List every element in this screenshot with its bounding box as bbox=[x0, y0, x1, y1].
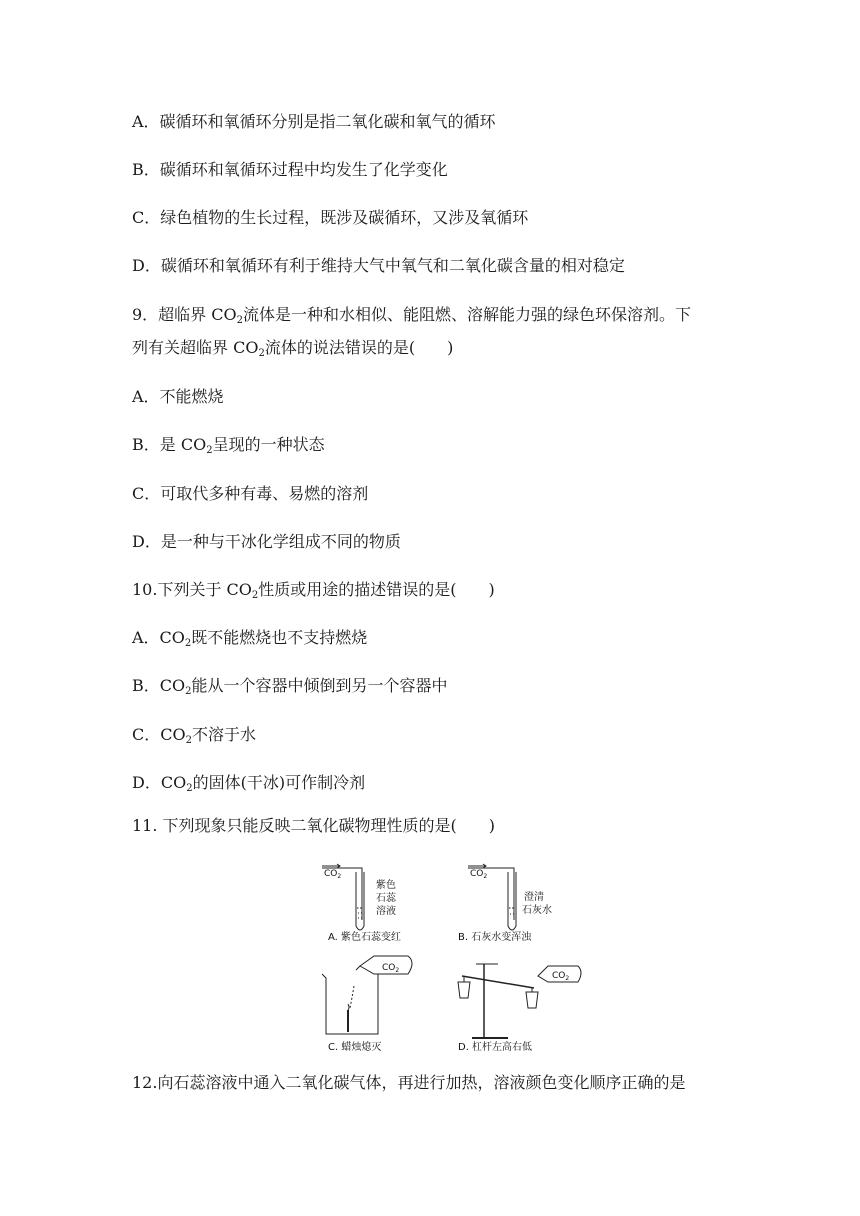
q10-stem bbox=[132, 580, 495, 600]
q9-stem-1b: 流体是一种和水相似、能阻燃、溶解能力强的绿色环保溶剂。下 bbox=[243, 305, 692, 324]
pour-stream-c bbox=[350, 986, 354, 1008]
subscript: 2 bbox=[185, 735, 192, 746]
litmus-label-2: 石蕊 bbox=[376, 893, 396, 904]
q9-stem-2b: 流体的说法错误的是( ) bbox=[264, 338, 454, 357]
subscript: 2 bbox=[206, 445, 213, 456]
test-tube-a bbox=[356, 872, 364, 930]
q8-option-c: C．绿色植物的生长过程，既涉及碳循环，又涉及氧循环 bbox=[132, 208, 529, 227]
caption-a: A. 紫色石蕊变红 bbox=[328, 932, 402, 943]
q10-option-a-b: 既不能燃烧也不支持燃烧 bbox=[191, 628, 368, 647]
litmus-label-1: 紫色 bbox=[376, 880, 396, 891]
test-tube-b bbox=[508, 872, 516, 930]
subscript: 2 bbox=[184, 638, 192, 649]
q9-option-a: A．不能燃烧 bbox=[132, 387, 224, 406]
q8-option-a: A．碳循环和氧循环分别是指二氧化碳和氧气的循环 bbox=[132, 112, 496, 131]
q10-option-a bbox=[132, 628, 367, 648]
q9-stem-2a: 列有关超临界 CO bbox=[132, 338, 259, 357]
left-cup-d bbox=[458, 982, 470, 998]
q10-stem-b: 性质或用途的描述错误的是( ) bbox=[258, 580, 495, 599]
q11-stem: 11. 下列现象只能反映二氧化碳物理性质的是( ) bbox=[132, 816, 496, 835]
q10-option-d bbox=[132, 773, 365, 793]
right-cup-d bbox=[526, 992, 538, 1008]
q10-option-b-b: 能从一个容器中倾倒到另一个容器中 bbox=[191, 676, 448, 695]
q9-option-b-a: B．是 CO bbox=[132, 435, 207, 454]
co2-label-a: $CO_2$ bbox=[324, 869, 342, 880]
q9-option-b-b: 呈现的一种状态 bbox=[212, 435, 325, 454]
lever-d bbox=[462, 976, 534, 988]
q10-option-b-a: B．CO bbox=[132, 676, 186, 695]
q10-option-d-a: D．CO bbox=[132, 773, 187, 792]
q10-option-c-b: 不溶于水 bbox=[191, 725, 256, 744]
q10-option-d-b: 的固体(干冰)可作制冷剂 bbox=[192, 773, 366, 792]
caption-c: C. 蜡烛熄灭 bbox=[328, 1042, 382, 1053]
co2-label-b: $CO_2$ bbox=[470, 869, 488, 880]
q9-option-b bbox=[132, 435, 325, 455]
subscript: 2 bbox=[236, 315, 244, 326]
q8-option-d: D．碳循环和氧循环有利于维持大气中氧气和二氧化碳含量的相对稳定 bbox=[132, 256, 625, 275]
q9-stem-line1 bbox=[132, 305, 691, 325]
beaker-c bbox=[322, 974, 378, 1034]
q10-stem-a: 10.下列关于 CO bbox=[132, 580, 252, 599]
co2-label-c: $CO_2$ bbox=[382, 963, 400, 974]
q10-option-b bbox=[132, 676, 448, 696]
subscript: 2 bbox=[185, 686, 192, 697]
subscript: 2 bbox=[251, 590, 259, 601]
q10-option-a-a: A．CO bbox=[132, 628, 185, 647]
litmus-label-3: 溶液 bbox=[376, 906, 396, 917]
co2-label-d: $CO_2$ bbox=[552, 971, 570, 982]
q8-option-b: B．碳循环和氧循环过程中均发生了化学变化 bbox=[132, 160, 448, 179]
panel-b bbox=[468, 864, 516, 930]
q9-option-c: C．可取代多种有毒、易燃的溶剂 bbox=[132, 484, 369, 503]
q12-stem: 12.向石蕊溶液中通入二氧化碳气体，再进行加热，溶液颜色变化顺序正确的是 bbox=[132, 1073, 686, 1092]
limewater-label-2: 石灰水 bbox=[522, 905, 552, 916]
smoke-c bbox=[348, 1004, 349, 1010]
caption-b: B. 石灰水变浑浊 bbox=[458, 932, 532, 943]
q10-option-c-a: C．CO bbox=[132, 725, 186, 744]
q9-option-d: D．是一种与干冰化学组成不同的物质 bbox=[132, 532, 401, 551]
subscript: 2 bbox=[186, 783, 193, 794]
caption-d: D. 杠杆左高右低 bbox=[458, 1042, 533, 1053]
subscript: 2 bbox=[258, 348, 265, 359]
q9-stem-1a: 9．超临界 CO bbox=[132, 305, 237, 324]
q9-stem-line2 bbox=[132, 338, 453, 358]
limewater-label-1: 澄清 bbox=[524, 892, 544, 903]
panel-a bbox=[322, 864, 364, 930]
q11-figure bbox=[312, 858, 590, 1054]
q10-option-c bbox=[132, 725, 256, 745]
